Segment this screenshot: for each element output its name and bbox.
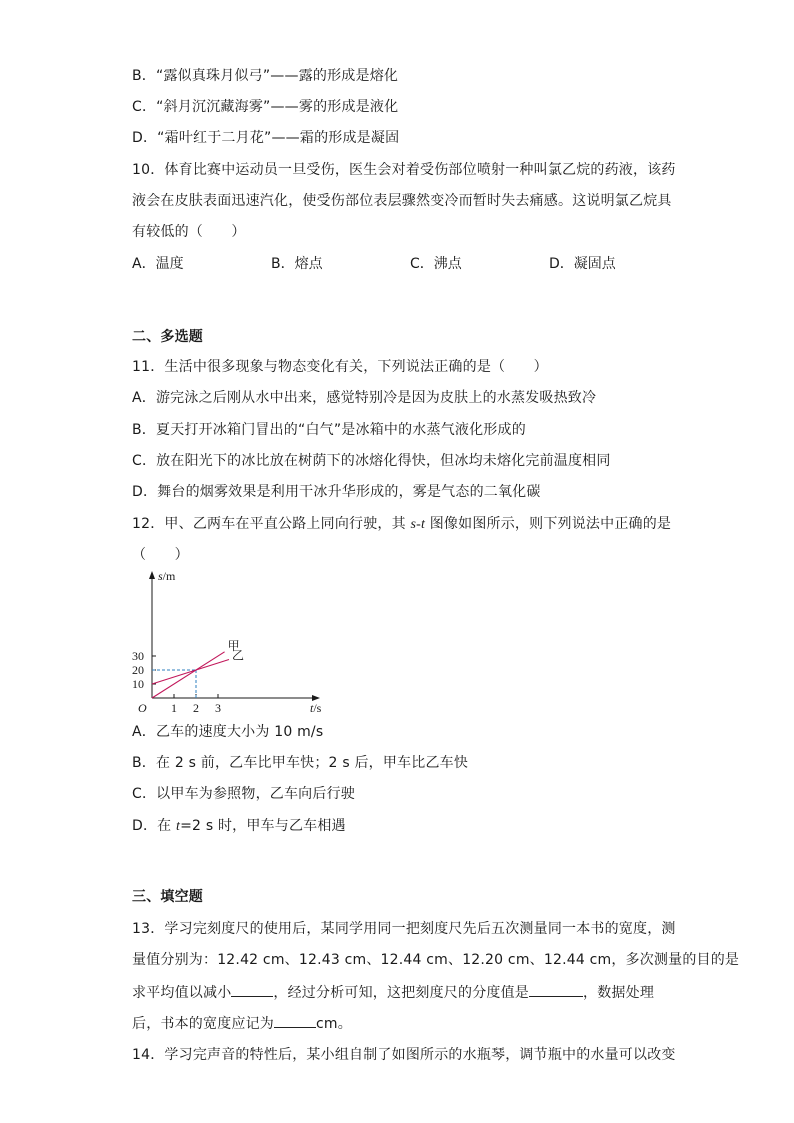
q10-option-d: D．凝固点 bbox=[549, 256, 616, 272]
q9-option-b: B．“露似真珠月似弓”——露的形成是熔化 bbox=[132, 68, 399, 84]
q13-stem-line2: 量值分别为：12.42 cm、12.43 cm、12.44 cm、12.20 cm、12.44 cm，多次测量的目的是 bbox=[132, 952, 740, 968]
q12-option-d-post: =2 s 时，甲车与乙车相遇 bbox=[180, 818, 346, 834]
series-line-1 bbox=[152, 652, 225, 698]
q10-stem-line1: 10．体育比赛中运动员一旦受伤，医生会对着受伤部位喷射一种叫氯乙烷的药液，该药 bbox=[132, 162, 676, 178]
y-tick-label: 20 bbox=[132, 663, 144, 677]
q13-blank-1[interactable] bbox=[231, 982, 273, 997]
q12-option-c: C．以甲车为参照物，乙车向后行驶 bbox=[132, 786, 355, 802]
x-tick-label: 2 bbox=[193, 701, 199, 715]
q9-option-c: C．“斜月沉沉藏海雾”——雾的形成是液化 bbox=[132, 99, 399, 115]
section-multiple-choice-heading: 二、多选题 bbox=[132, 329, 203, 345]
x-tick-label: 1 bbox=[171, 701, 177, 715]
q11-option-a: A．游完泳之后刚从水中出来，感觉特别冷是因为皮肤上的水蒸发吸热致冷 bbox=[132, 390, 597, 406]
q11-stem: 11．生活中很多现象与物态变化有关，下列说法正确的是（ ） bbox=[132, 359, 548, 375]
section-fill-in-heading: 三、填空题 bbox=[132, 889, 203, 905]
q13-blank-2[interactable] bbox=[529, 982, 583, 997]
x-tick-label: 3 bbox=[215, 701, 221, 715]
q12-stem-variable: s-t bbox=[410, 517, 426, 532]
q12-option-a: A．乙车的速度大小为 10 m/s bbox=[132, 724, 324, 740]
q12-stem bbox=[132, 514, 671, 535]
q14-stem-line1: 14．学习完声音的特性后，某小组自制了如图所示的水瓶琴，调节瓶中的水量可以改变 bbox=[132, 1047, 676, 1063]
q13-blank-3[interactable] bbox=[274, 1013, 316, 1028]
q12-stem-pre: 12．甲、乙两车在平直公路上同向行驶，其 bbox=[132, 516, 411, 532]
q12-option-d bbox=[132, 816, 346, 837]
series-line-2 bbox=[152, 660, 229, 685]
st-graph bbox=[128, 568, 328, 718]
y-tick-label: 10 bbox=[132, 677, 144, 691]
q13-stem-line3 bbox=[132, 982, 654, 1003]
origin-label: O bbox=[138, 701, 147, 715]
q10-option-c: C．沸点 bbox=[410, 256, 462, 272]
series-label-1: 甲 bbox=[227, 638, 240, 653]
q12-option-d-variable: t bbox=[176, 819, 181, 834]
q13-line4-pre: 后，书本的宽度应记为 bbox=[132, 1016, 274, 1032]
q11-option-b: B．夏天打开冰箱门冒出的“白气”是冰箱中的水蒸气液化形成的 bbox=[132, 422, 526, 438]
q12-answer-paren: （ ） bbox=[132, 547, 189, 563]
y-tick-label: 30 bbox=[132, 649, 144, 663]
q10-stem-line2: 液会在皮肤表面迅速汽化，使受伤部位表层骤然变冷而暂时失去痛感。这说明氯乙烷具 bbox=[132, 193, 672, 209]
q13-line3-pre: 求平均值以减小 bbox=[132, 985, 232, 1001]
q10-stem-line3: 有较低的（ ） bbox=[132, 224, 246, 240]
q12-option-b: B．在 2 s 前，乙车比甲车快；2 s 后，甲车比乙车快 bbox=[132, 755, 469, 771]
q13-line3-post: ，数据处理 bbox=[583, 985, 655, 1001]
series-label-2: 乙 bbox=[232, 648, 245, 663]
q13-stem-line4 bbox=[132, 1013, 352, 1034]
q11-option-c: C．放在阳光下的冰比放在树荫下的冰熔化得快，但冰均未熔化完前温度相同 bbox=[132, 453, 611, 469]
q11-option-d: D．舞台的烟雾效果是利用干冰升华形成的，雾是气态的二氧化碳 bbox=[132, 484, 541, 500]
q9-option-d: D．“霜叶红于二月花”——霜的形成是凝固 bbox=[132, 130, 400, 146]
q10-option-a: A．温度 bbox=[132, 256, 184, 272]
q13-line4-post: cm。 bbox=[316, 1016, 352, 1032]
q12-stem-post: 图像如图所示，则下列说法中正确的是 bbox=[425, 516, 672, 532]
y-axis-arrow bbox=[149, 571, 155, 579]
q13-stem-line1: 13．学习完刻度尺的使用后，某同学用同一把刻度尺先后五次测量同一本书的宽度，测 bbox=[132, 921, 676, 937]
x-axis-label: t/s bbox=[310, 701, 322, 715]
q12-option-d-pre: D．在 bbox=[132, 818, 177, 834]
q13-line3-mid: ，经过分析可知，这把刻度尺的分度值是 bbox=[273, 985, 530, 1001]
y-axis-label: s/m bbox=[158, 569, 176, 583]
q10-option-b: B．熔点 bbox=[271, 256, 323, 272]
